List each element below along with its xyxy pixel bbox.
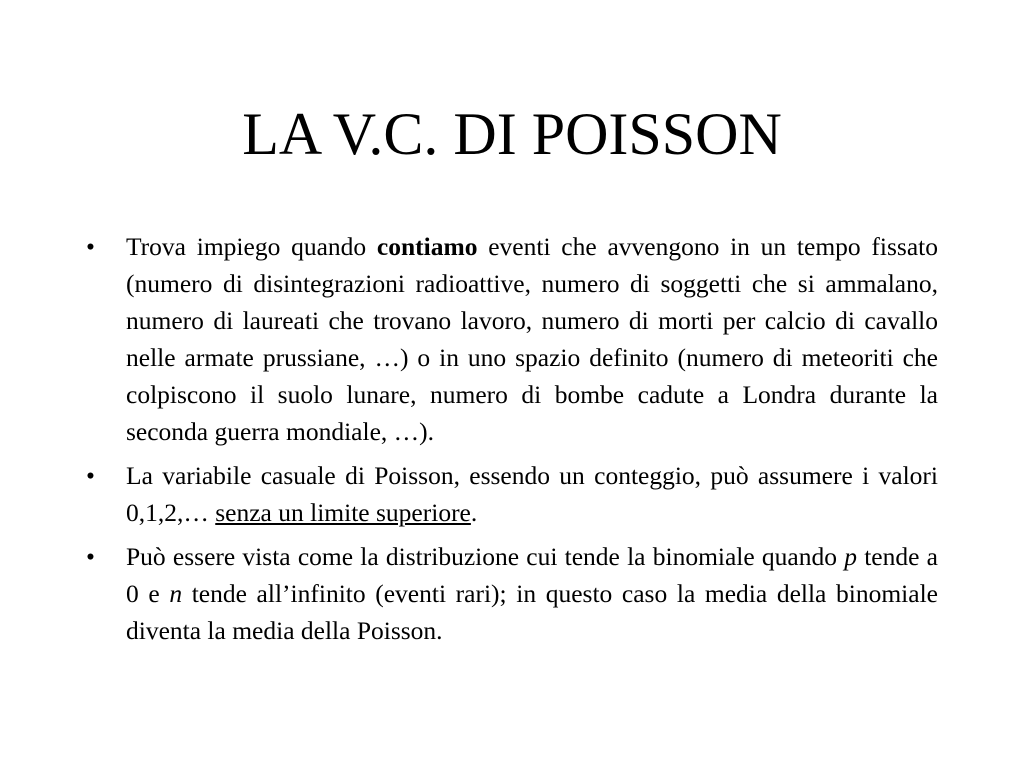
bullet-3-italic-p: p [844,542,857,571]
bullet-1-text-end: eventi che avvengono in un tempo fissato (numero di disintegrazioni radioattive, numero di soggetti che si ammalano, numero di laureati che trovano lavoro, numero di morti per calcio di cavallo nelle armate prussiane, …) o in uno spazio definito (numero di meteoriti che colpiscono il suolo lunare, numero di bombe cadute a Londra durante la seconda guerra mondiale, …). [126,232,938,446]
bullet-3-text-start: Può essere vista come la distribuzione cui tende la binomiale quando [126,542,845,571]
bullet-dot-icon: • [86,542,95,571]
bullet-2-text-end: . [470,498,478,527]
bullet-1-bold-word: contiamo [376,232,478,261]
bullet-list [86,228,938,656]
bullet-1-text-start: Trova impiego quando [126,232,377,261]
bullet-item-1 [86,228,938,450]
bullet-3-text-end: tende all’infinito (eventi rari); in questo caso la media della binomiale diventa la media della Poisson. [126,579,938,645]
bullet-2-underlined-phrase: senza un limite superiore [215,498,471,527]
bullet-item-2 [86,457,938,531]
bullet-3-italic-n: n [169,579,183,608]
bullet-3-text-mid: tende a 0 e [126,542,938,608]
slide-title: LA V.C. DI POISSON [242,101,782,167]
bullet-dot-icon: • [86,232,95,261]
bullet-dot-icon: • [86,461,95,490]
bullet-2-text-start: La variabile casuale di Poisson, essendo un conteggio, può assumere i valori 0,1,2,… [126,461,938,527]
bullet-item-3 [86,538,938,649]
